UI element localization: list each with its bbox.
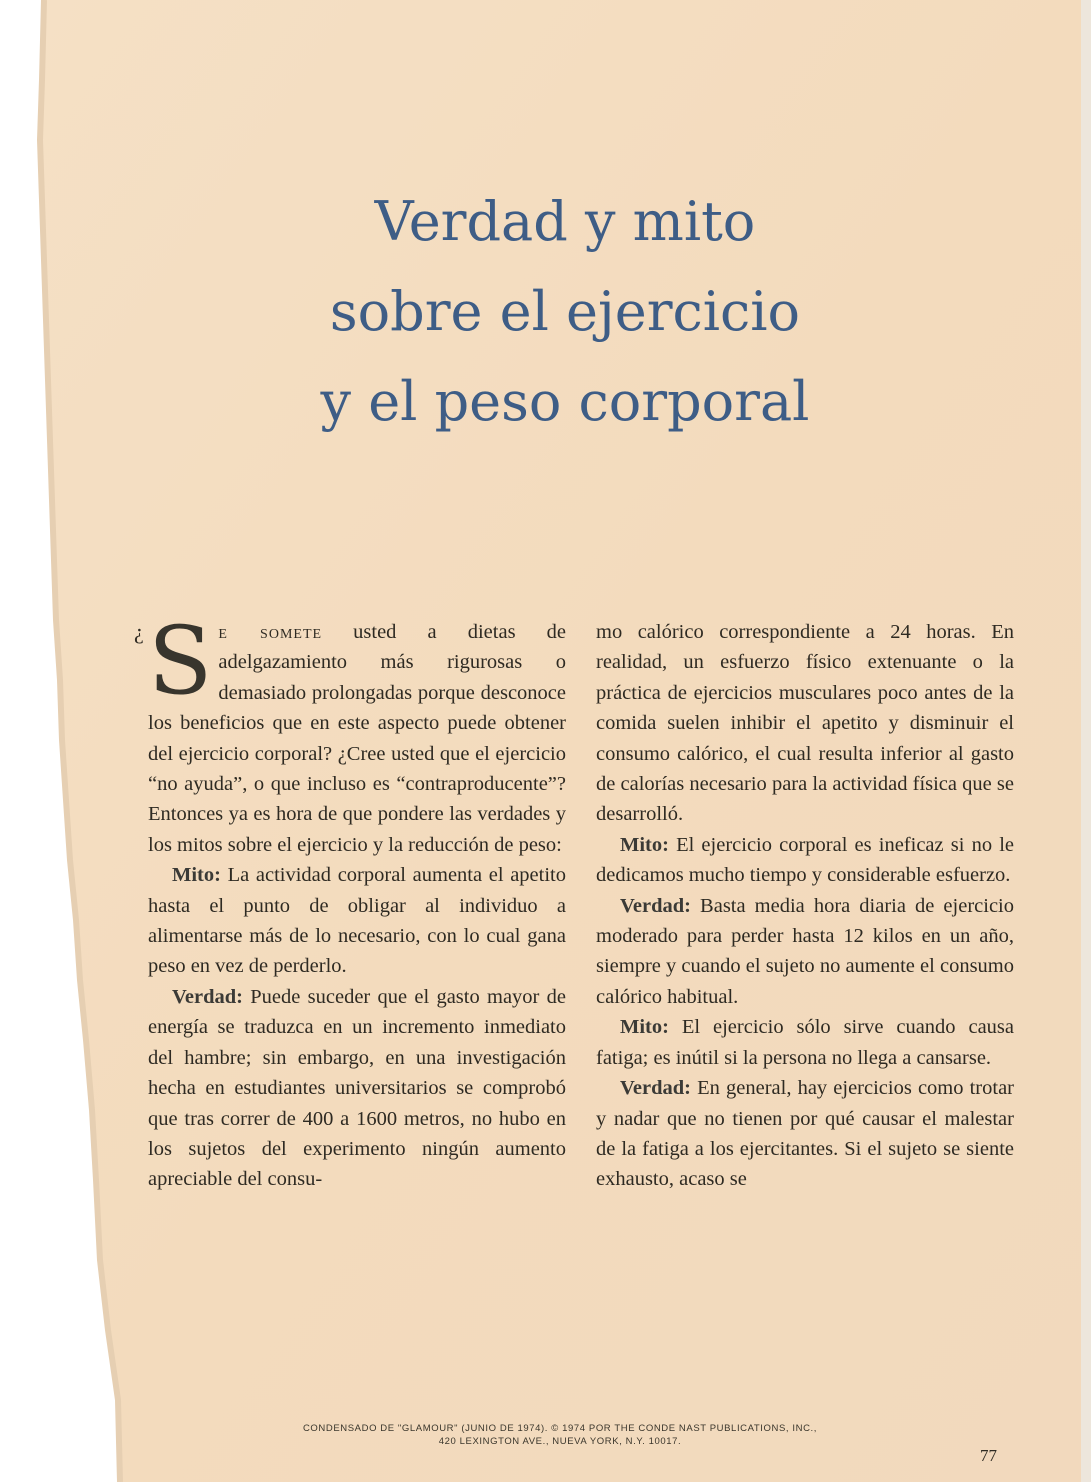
truth-paragraph-3 [596,1073,1014,1195]
credit-line-1: CONDENSADO DE "GLAMOUR" (JUNIO DE 1974). © 1974 POR THE CONDE NAST PUBLICATIONS, INC., [302,1423,818,1434]
myth-text: La actividad corporal aumenta el apetito hasta el punto de obligar al individuo a alimentarse más de lo necesario, con lo cual gana peso en vez de perderlo. [148,864,566,978]
continued-paragraph: mo calórico correspondiente a 24 horas. En realidad, un esfuerzo físico extenuante o la práctica de ejercicios musculares poco antes de la comida suelen inhibir el apetito y disminuir el consumo calórico, el cual resulta inferior al gasto de calorías necesario para la actividad física que se desarrolló. [596,621,1014,826]
myth-label: Mito: [172,864,221,887]
article-title [150,180,980,470]
paper-right-edge [1081,0,1091,1482]
title-line-1: Verdad y mito [374,190,756,253]
myth-label: Mito: [620,1016,669,1039]
truth-paragraph-1 [148,982,566,1195]
truth-label: Verdad: [620,894,691,917]
intro-paragraph [148,607,566,860]
truth-label: Verdad: [172,985,243,1008]
left-column [148,607,566,1195]
opening-question-mark: ¿ [134,619,144,644]
myth-text: El ejercicio sólo sirve cuando causa fatiga; es inútil si la persona no llega a cansarse. [596,1016,1014,1069]
truth-text: Basta media hora diaria de ejercicio moderado para perder hasta 12 kilos en un año, siempre y cuando el sujeto no aumente el consumo calórico habitual. [596,894,1014,1008]
myth-label: Mito: [620,833,669,856]
myth-text: El ejercicio corporal es ineficaz si no le dedicamos mucho tiempo y considerable esfuerzo. [596,833,1014,887]
source-credit [240,1422,880,1448]
credit-line-2: 420 LEXINGTON AVE., NUEVA YORK, N.Y. 10017. [438,1436,682,1447]
truth-text: En general, hay ejercicios como trotar y nadar que no tienen por qué causar el malestar de la fatiga a los ejercitantes. Si el sujeto se siente exhausto, acaso se [596,1077,1014,1191]
page-number: 77 [980,1446,997,1465]
truth-paragraph-2 [596,891,1014,1013]
title-line-2: sobre el ejercicio [329,280,801,343]
drop-cap: S [148,607,213,716]
lead-smallcaps: e somete [218,621,323,643]
myth-paragraph-1 [148,860,566,982]
myth-paragraph-2 [596,830,1014,891]
myth-paragraph-3 [596,1012,1014,1073]
truth-label: Verdad: [620,1077,691,1100]
truth-text: Puede suceder que el gasto mayor de energía se traduzca en un incremento inmediato del hambre; sin embargo, en una investigación hecha en estudiantes universitarios se comprobó que tras correr de 400 a 1600 metros, no hubo en los sujetos del experimento ningún aumento apreciable del consu- [148,985,566,1191]
right-column [596,617,1014,1195]
title-line-3: y el peso corporal [320,370,810,433]
intro-text: usted a dietas de adelgazamiento más rigurosas o demasiado prolongadas porque desconoce los beneficios que en este aspecto puede obtener del ejercicio corporal? ¿Cree usted que el ejercicio “no ayuda”, o que incluso es “contraproducente”? Entonces ya es hora de que pondere las verdades y los mitos sobre el ejercicio y la reducción de peso: [148,621,566,856]
